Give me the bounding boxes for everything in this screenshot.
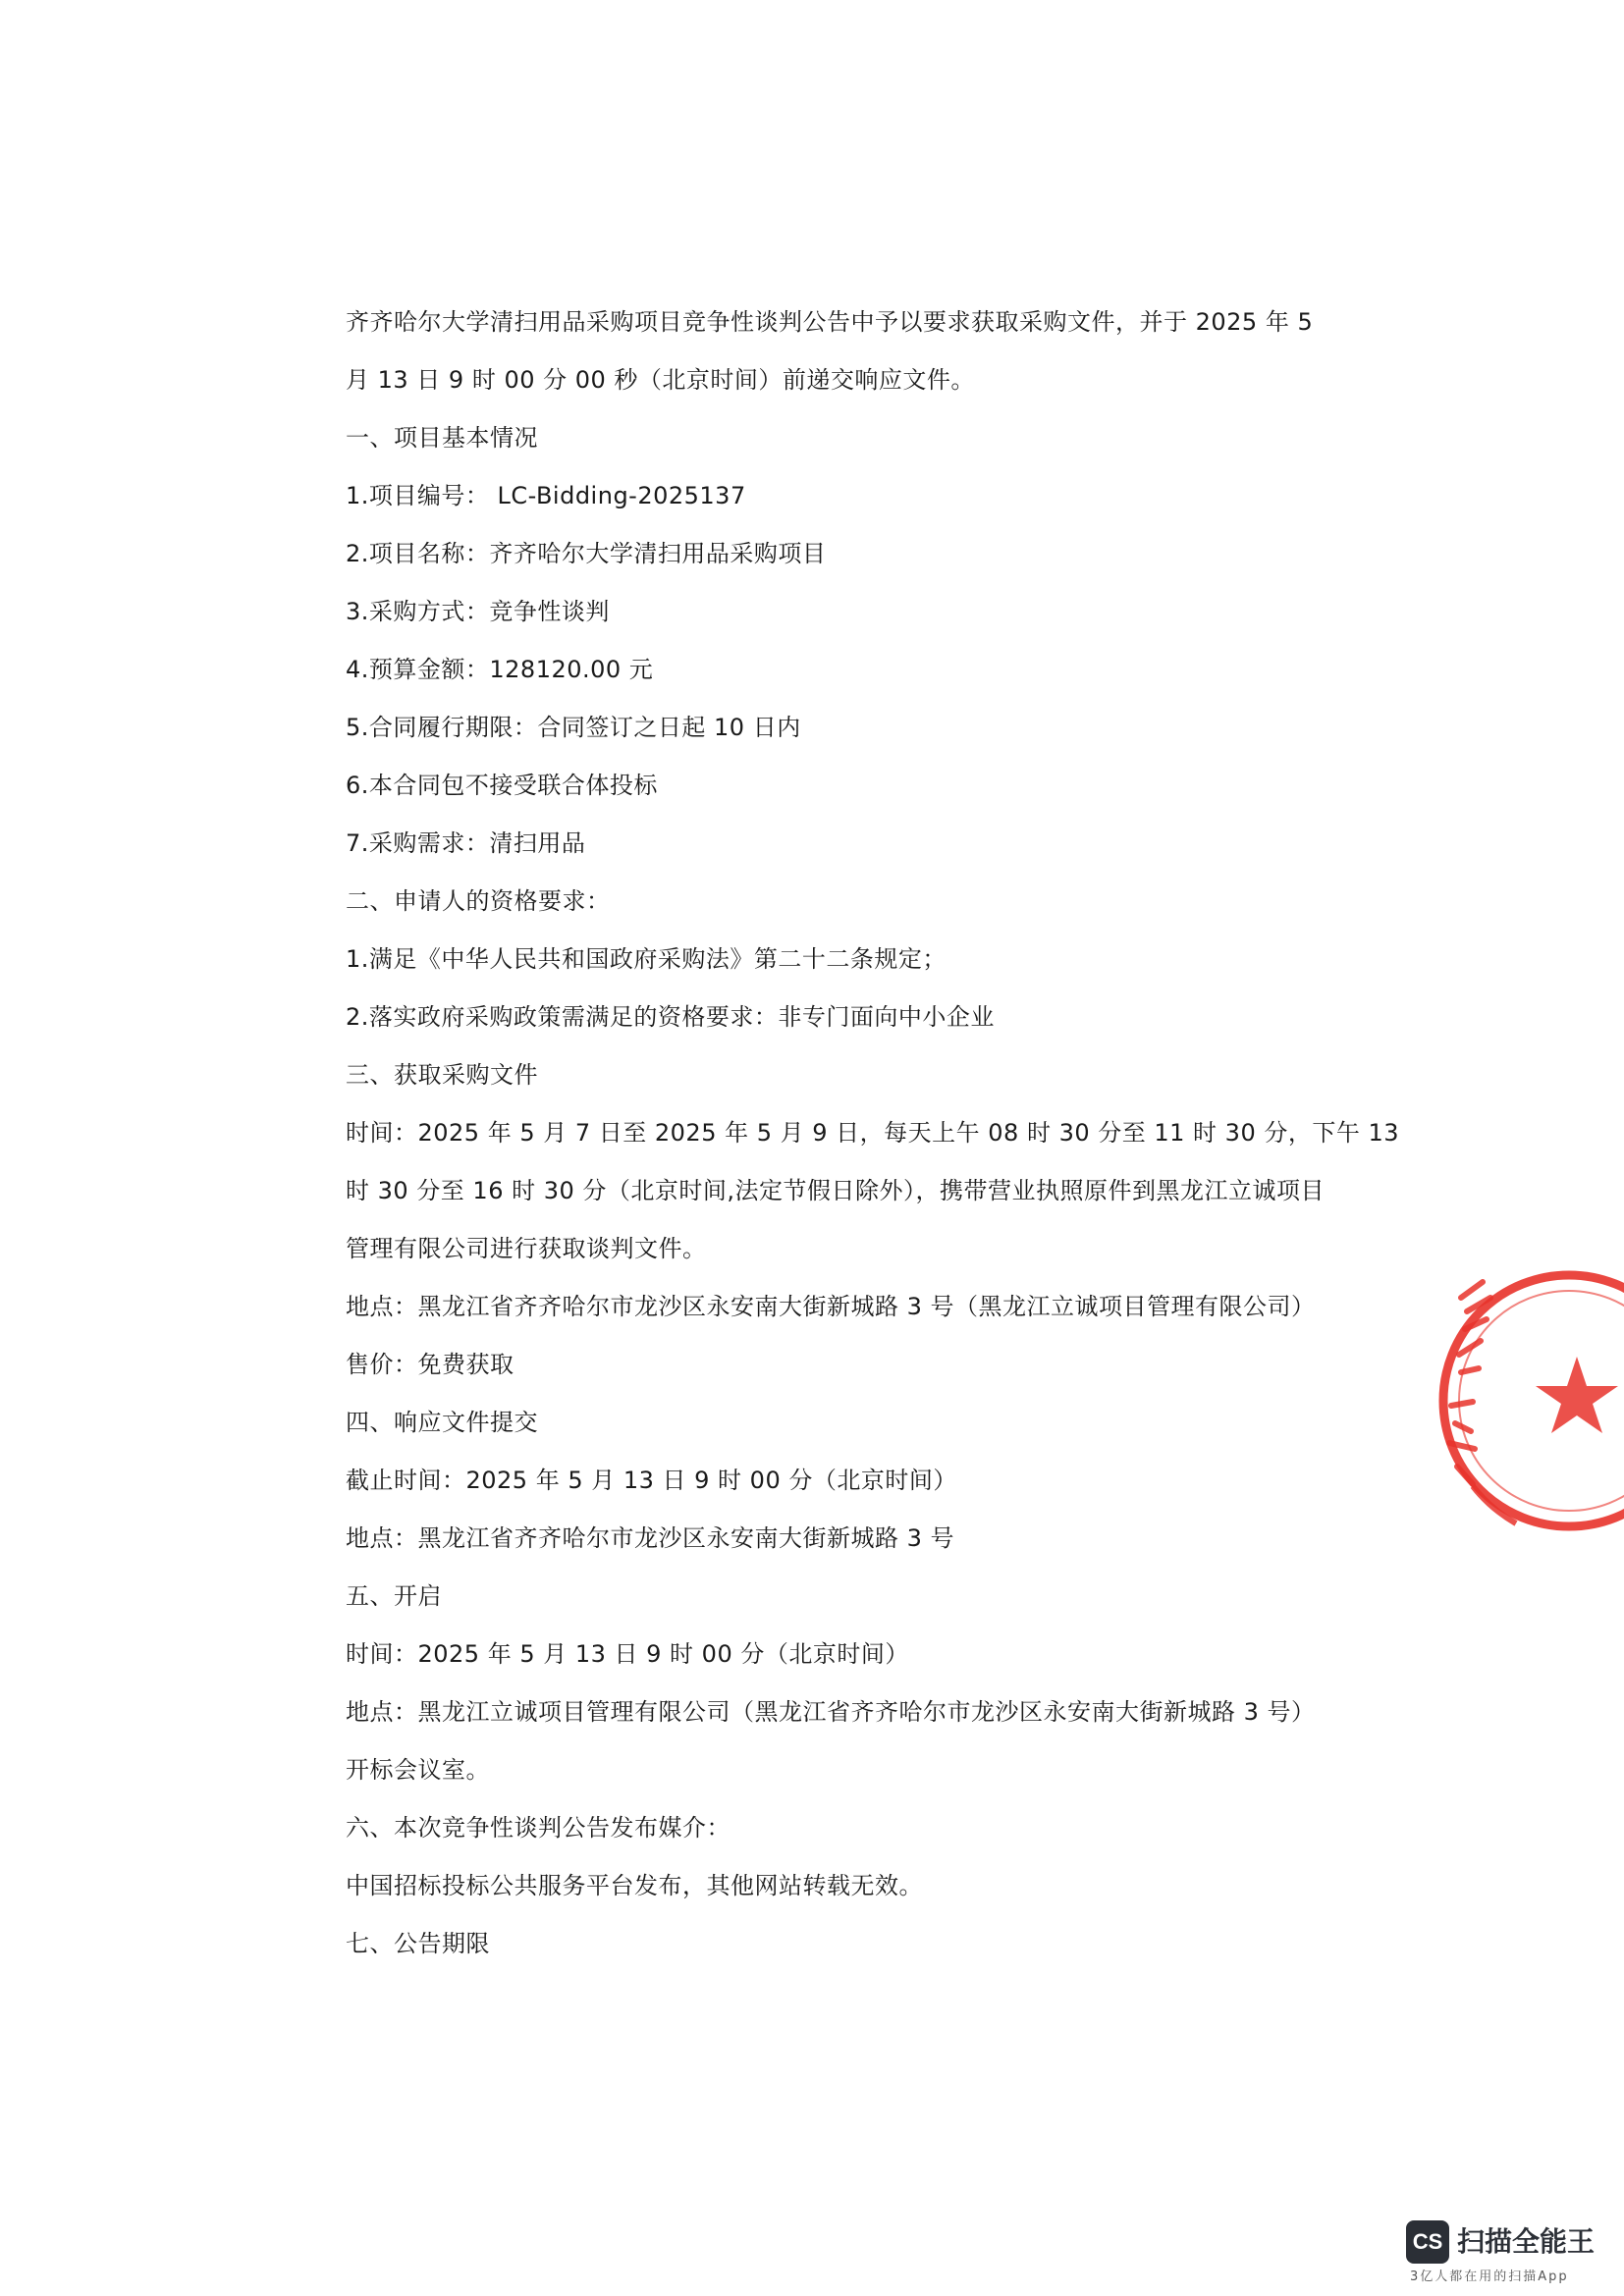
text-line: 管理有限公司进行获取谈判文件。 [346, 1235, 707, 1262]
text-line: 时 30 分至 16 时 30 分（北京时间,法定节假日除外），携带营业执照原件到黑龙江立诚项目 [346, 1177, 1326, 1204]
text-line: 截止时间：2025 年 5 月 13 日 9 时 00 分（北京时间） [346, 1467, 957, 1494]
text-line: 4.预算金额：128120.00 元 [346, 656, 654, 683]
section-heading: 二、申请人的资格要求： [346, 887, 611, 915]
text-line: 时间：2025 年 5 月 7 日至 2025 年 5 月 9 日，每天上午 08 时 30 分至 11 时 30 分，下午 13 [346, 1119, 1400, 1147]
document-body [346, 306, 1400, 1986]
text-line: 2.落实政府采购政策需满足的资格要求：非专门面向中小企业 [346, 1003, 995, 1031]
scanner-watermark [1406, 2220, 1612, 2285]
watermark-subtitle: 3亿人都在用的扫描App [1410, 2269, 1569, 2284]
section-heading: 六、本次竞争性谈判公告发布媒介： [346, 1814, 731, 1842]
company-seal-stamp [1422, 1239, 1624, 1553]
section-heading: 五、开启 [346, 1582, 442, 1610]
section-heading: 三、获取采购文件 [346, 1061, 538, 1089]
text-line: 地点：黑龙江立诚项目管理有限公司（黑龙江省齐齐哈尔市龙沙区永安南大街新城路 3 号） [346, 1698, 1316, 1726]
text-line: 地点：黑龙江省齐齐哈尔市龙沙区永安南大街新城路 3 号（黑龙江立诚项目管理有限公司） [346, 1293, 1316, 1320]
text-line: 7.采购需求：清扫用品 [346, 829, 586, 857]
text-line: 地点：黑龙江省齐齐哈尔市龙沙区永安南大街新城路 3 号 [346, 1524, 955, 1552]
text-line: 开标会议室。 [346, 1756, 490, 1784]
section-heading: 一、项目基本情况 [346, 424, 538, 452]
text-line: 6.本合同包不接受联合体投标 [346, 772, 658, 799]
section-heading: 四、响应文件提交 [346, 1409, 538, 1436]
camscanner-logo-icon: CS [1406, 2220, 1449, 2264]
text-line: 时间：2025 年 5 月 13 日 9 时 00 分（北京时间） [346, 1640, 909, 1668]
section-heading: 七、公告期限 [346, 1930, 490, 1957]
text-line: 月 13 日 9 时 00 分 00 秒（北京时间）前递交响应文件。 [346, 366, 975, 394]
text-line: 售价：免费获取 [346, 1351, 514, 1378]
text-line: 齐齐哈尔大学清扫用品采购项目竞争性谈判公告中予以要求获取采购文件，并于 2025 年 5 [346, 308, 1314, 336]
text-line: 1.满足《中华人民共和国政府采购法》第二十二条规定； [346, 945, 947, 973]
text-line: 5.合同履行期限：合同签订之日起 10 日内 [346, 714, 801, 741]
text-line: 2.项目名称：齐齐哈尔大学清扫用品采购项目 [346, 540, 827, 567]
text-line: 3.采购方式：竞争性谈判 [346, 598, 610, 625]
watermark-title: 扫描全能王 [1457, 2225, 1596, 2258]
text-line: 中国招标投标公共服务平台发布，其他网站转载无效。 [346, 1872, 923, 1899]
text-line: 1.项目编号： LC-Bidding-2025137 [346, 482, 746, 509]
